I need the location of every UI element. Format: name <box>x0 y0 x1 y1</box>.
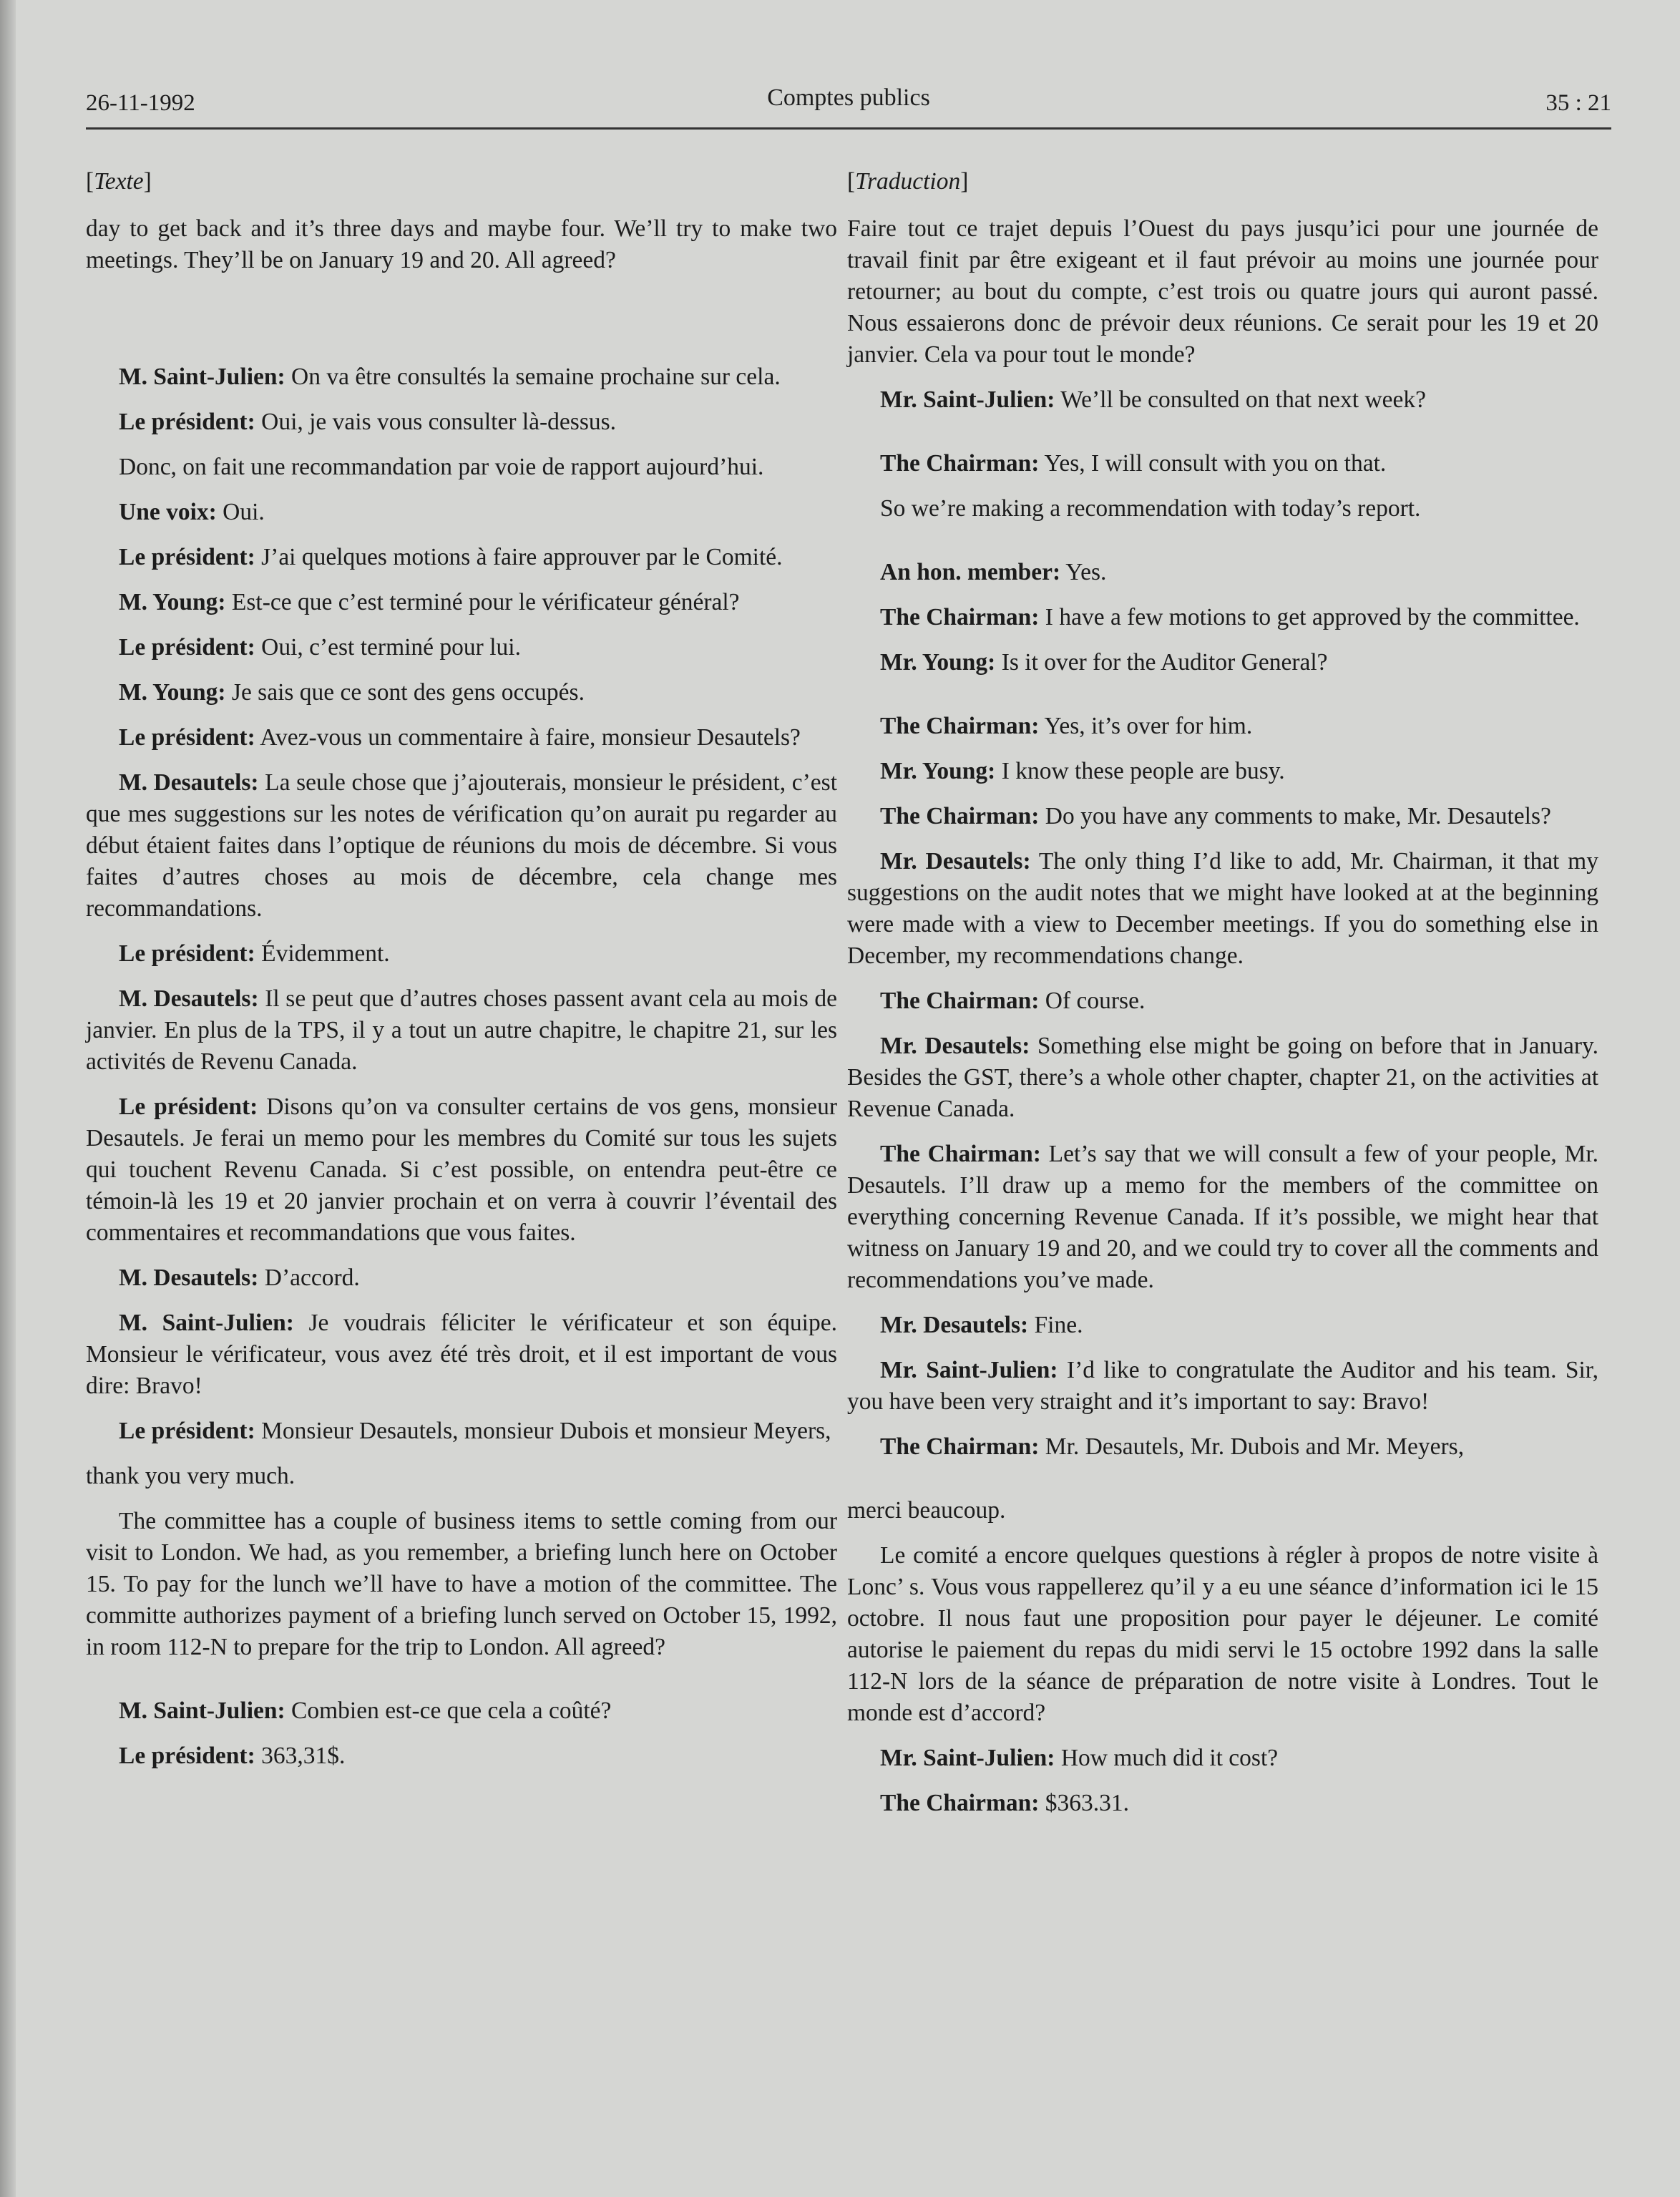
paragraph: merci beaucoup. <box>847 1497 1006 1524</box>
speaker-name: Le président: <box>119 409 255 435</box>
paragraph: Le comité a encore quelques questions à régler à propos de notre visite à Lonc’ s. Vous vous rappellerez qu’il y a eu une séance d’information ici le 15 octobre. Il nous faut une proposition pour payer le déjeuner. Le comité autorise le paiement du repas du midi servi le 15 octobre 1992 dans la salle 112-N lors de la séance de préparation de notre visite à Londres. Tout le monde est d’accord? <box>847 1542 1598 1726</box>
speech-paragraph: The Chairman: Yes, I will consult with you on that. <box>880 450 1387 477</box>
speech-paragraph: Mr. Saint-Julien: I’d like to congratulate the Auditor and his team. Sir, you have been very straight and it’s important to say: Bravo! <box>847 1357 1598 1415</box>
running-header <box>86 84 1611 130</box>
speech-paragraph: The Chairman: Let’s say that we will consult a few of your people, Mr. Desautels. I’ll draw up a memo for the members of the committee on everything concerning Revenue Canada. If it’s possible, we might hear that witness on January 19 and 20, and we could try to cover all the comments and recommendations you’ve made. <box>847 1141 1598 1293</box>
speaker-name: The Chairman: <box>880 713 1040 739</box>
speech-paragraph: The Chairman: Of course. <box>880 988 1146 1014</box>
speech-paragraph: M. Young: Je sais que ce sont des gens occupés. <box>119 679 585 706</box>
speaker-name: M. Young: <box>119 589 226 615</box>
left-column-text <box>86 166 837 1786</box>
speaker-name: Mr. Desautels: <box>880 1033 1030 1059</box>
speech-paragraph: Le président: 363,31$. <box>119 1743 346 1769</box>
page-edge-shadow <box>0 0 16 2197</box>
speaker-name: Mr. Desautels: <box>880 1312 1029 1338</box>
speaker-name: Le président: <box>119 940 255 967</box>
speech-paragraph: An hon. member: Yes. <box>880 559 1107 585</box>
speech-paragraph: The Chairman: I have a few motions to get approved by the committee. <box>880 604 1580 630</box>
speech-paragraph: Le président: J’ai quelques motions à faire approuver par le Comité. <box>119 544 783 570</box>
speaker-name: The Chairman: <box>880 803 1040 829</box>
speaker-name: The Chairman: <box>880 604 1040 630</box>
paragraph: Donc, on fait une recommandation par voie de rapport aujourd’hui. <box>119 454 764 480</box>
speaker-name: Une voix: <box>119 499 217 525</box>
language-label: [Traduction] <box>847 168 969 195</box>
speaker-name: Le président: <box>119 1418 255 1444</box>
speech-paragraph: Mr. Saint-Julien: We’ll be consulted on that next week? <box>880 386 1427 413</box>
speech-paragraph: M. Saint-Julien: On va être consultés la semaine prochaine sur cela. <box>119 364 781 390</box>
speech-paragraph: M. Desautels: La seule chose que j’ajouterais, monsieur le président, c’est que mes suggestions sur les notes de vérification qu’on aurait pu regarder au début étaient faites dans l’optique de réunions du mois de décembre. Si vous faites d’autres choses au mois de décembre, cela change mes recommandations. <box>86 769 837 922</box>
speaker-name: Mr. Young: <box>880 758 996 784</box>
speaker-name: M. Saint-Julien: <box>119 1310 294 1336</box>
speaker-name: Mr. Young: <box>880 649 996 676</box>
speech-paragraph: Le président: Oui, je vais vous consulter là-dessus. <box>119 409 617 435</box>
speaker-name: Le président: <box>119 1743 255 1769</box>
paragraph: Faire tout ce trajet depuis l’Ouest du pays jusqu’ici pour une journée de travail finit par être exigeant et il faut prévoir au moins une journée pour retourner; au bout du compte, c’est trois ou quatre jours qui auront passé. Nous essaierons donc de prévoir deux réunions. Ce serait pour les 19 et 20 janvier. Cela va pour tout le monde? <box>847 215 1598 368</box>
speech-paragraph: The Chairman: Mr. Desautels, Mr. Dubois and Mr. Meyers, <box>880 1433 1465 1460</box>
speech-paragraph: Le président: Oui, c’est terminé pour lui. <box>119 634 521 661</box>
header-title: Comptes publics <box>767 84 930 111</box>
speaker-name: M. Young: <box>119 679 226 706</box>
speech-paragraph: The Chairman: Yes, it’s over for him. <box>880 713 1253 739</box>
language-label: [Texte] <box>86 168 152 195</box>
speaker-name: M. Saint-Julien: <box>119 364 285 390</box>
speaker-name: M. Desautels: <box>119 985 259 1012</box>
speech-paragraph: The Chairman: $363.31. <box>880 1790 1130 1816</box>
speech-paragraph: M. Saint-Julien: Combien est-ce que cela a coûté? <box>119 1697 612 1724</box>
speaker-name: Mr. Saint-Julien: <box>880 1357 1058 1383</box>
speaker-name: M. Desautels: <box>119 1265 259 1291</box>
speaker-name: The Chairman: <box>880 988 1040 1014</box>
speaker-name: Mr. Saint-Julien: <box>880 1745 1055 1771</box>
speech-paragraph: Le président: Disons qu’on va consulter certains de vos gens, monsieur Desautels. Je ferai un memo pour les membres du Comité sur tous les sujets qui touchent Revenu Canada. Si c’est possible, on entendra peut-être ce témoin-là les 19 et 20 janvier prochain et on verra à couvrir l’éventail des commentaires et recommandations que vous faites. <box>86 1093 838 1246</box>
speaker-name: The Chairman: <box>880 1141 1041 1167</box>
speaker-name: M. Saint-Julien: <box>119 1697 285 1724</box>
speech-paragraph: Mr. Saint-Julien: How much did it cost? <box>880 1745 1279 1771</box>
speaker-name: The Chairman: <box>880 1433 1040 1460</box>
speech-paragraph: Le président: Évidemment. <box>119 940 390 967</box>
paragraph: thank you very much. <box>86 1463 296 1489</box>
speaker-name: Le président: <box>119 1093 258 1120</box>
speech-paragraph: M. Desautels: D’accord. <box>119 1265 360 1291</box>
speech-paragraph: Mr. Desautels: Something else might be going on before that in January. Besides the GST, there’s a whole other chapter, chapter 21, on the activities at Revenue Canada. <box>847 1033 1599 1122</box>
paragraph: day to get back and it’s three days and maybe four. We’ll try to make two meetings. They’ll be on January 19 and 20. All agreed? <box>86 215 837 273</box>
header-page-number: 35 : 21 <box>1545 90 1611 116</box>
speech-paragraph: Mr. Desautels: Fine. <box>880 1312 1083 1338</box>
speech-paragraph: M. Young: Est-ce que c’est terminé pour le vérificateur général? <box>119 589 740 615</box>
paragraph: So we’re making a recommendation with today’s report. <box>880 495 1421 522</box>
speaker-name: Mr. Saint-Julien: <box>880 386 1055 413</box>
speech-paragraph: Mr. Desautels: The only thing I’d like to add, Mr. Chairman, it that my suggestions on the audit notes that we might have looked at at the beginning were made with a view to December meetings. If you do something else in December, my recommendations change. <box>847 848 1598 969</box>
speaker-name: The Chairman: <box>880 1790 1040 1816</box>
speaker-name: The Chairman: <box>880 450 1040 477</box>
speaker-name: Le président: <box>119 544 255 570</box>
speech-paragraph: M. Desautels: Il se peut que d’autres choses passent avant cela au mois de janvier. En plus de la TPS, il y a tout un autre chapitre, le chapitre 21, sur les activités de Revenu Canada. <box>86 985 837 1075</box>
speech-paragraph: Mr. Young: Is it over for the Auditor General? <box>880 649 1328 676</box>
speech-paragraph: Le président: Avez-vous un commentaire à faire, monsieur Desautels? <box>119 724 801 751</box>
speaker-name: M. Desautels: <box>119 769 259 796</box>
speech-paragraph: Une voix: Oui. <box>119 499 265 525</box>
speaker-name: Le président: <box>119 724 255 751</box>
header-date: 26-11-1992 <box>86 90 195 116</box>
speech-paragraph: Le président: Monsieur Desautels, monsieur Dubois et monsieur Meyers, <box>119 1418 831 1444</box>
speech-paragraph: The Chairman: Do you have any comments to make, Mr. Desautels? <box>880 803 1551 829</box>
speaker-name: Le président: <box>119 634 255 661</box>
speech-paragraph: M. Saint-Julien: Je voudrais féliciter le vérificateur et son équipe. Monsieur le vérificateur, vous avez été très droit, et il est important de vous dire: Bravo! <box>86 1310 837 1399</box>
speaker-name: An hon. member: <box>880 559 1061 585</box>
right-column-text <box>847 166 1598 1833</box>
speech-paragraph: Mr. Young: I know these people are busy. <box>880 758 1285 784</box>
speaker-name: Mr. Desautels: <box>880 848 1031 875</box>
paragraph: The committee has a couple of business items to settle coming from our visit to London. We had, as you remember, a briefing lunch here on October 15. To pay for the lunch we’ll have to have a motion of the committee. The committe authorizes payment of a briefing lunch served on October 15, 1992, in room 112-N to prepare for the trip to London. All agreed? <box>86 1508 837 1660</box>
